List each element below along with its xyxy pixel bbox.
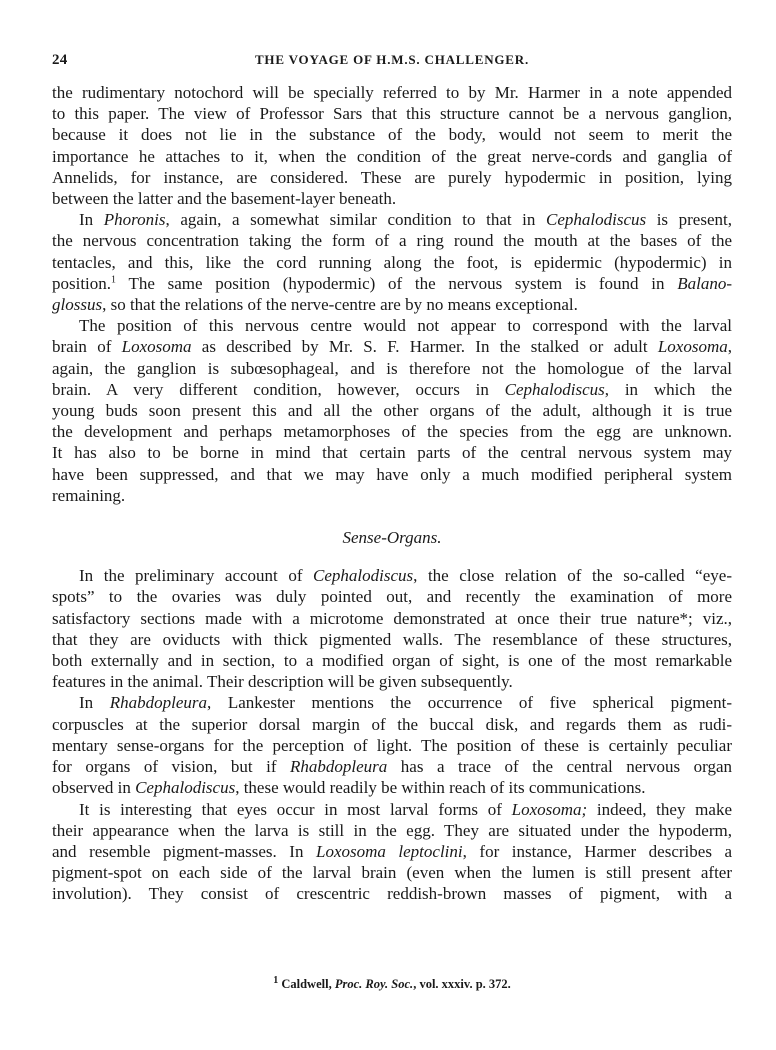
paragraph xyxy=(52,209,732,315)
text-line: observed in Cephalodiscus, these would readily be within reach of its communications. xyxy=(52,778,646,798)
text-line: between the latter and the basement-layer beneath. xyxy=(52,189,397,209)
text-line: have been suppressed, and that we may have only a much modified peripheral system xyxy=(52,464,732,484)
text-line: again, the ganglion is subœsophageal, and is therefore not the homologue of the larval xyxy=(52,358,732,378)
footnote: $^1$ Caldwell, Proc. Roy. Soc., vol. xxxiv. p. 372. xyxy=(273,974,511,991)
text-line: pigment-spot on each side of the larval brain (even when the lumen is still present after xyxy=(52,863,732,883)
text-line: remaining. xyxy=(52,485,126,505)
paragraph xyxy=(52,565,732,692)
paragraphs-before-heading xyxy=(52,82,732,506)
text-line: brain. A very different condition, however, occurs in Cephalodiscus, in which the xyxy=(52,379,732,399)
text-line: In the preliminary account of Cephalodiscus, the close relation of the so-called “eye- xyxy=(79,566,732,586)
text-line: It has also to be borne in mind that certain parts of the central nervous system may xyxy=(52,443,732,463)
text-line: brain of Loxosoma as described by Mr. S. F. Harmer. In the stalked or adult Loxosoma, xyxy=(52,337,732,357)
text-line: the rudimentary notochord will be specially referred to by Mr. Harmer in a note appended xyxy=(52,83,732,102)
page-number: 24 xyxy=(52,52,68,68)
text-line: that they are oviducts with thick pigmented walls. The resemblance of these structures, xyxy=(52,629,732,649)
paragraph xyxy=(52,692,732,798)
text-line: both externally and in section, to a modified organ of sight, is one of the most remarkable xyxy=(52,651,732,671)
paragraph xyxy=(52,315,732,506)
section-heading: Sense-Organs. xyxy=(342,528,442,548)
text-line: because it does not lie in the substance of the body, would not seem to merit the xyxy=(52,125,732,145)
text-line: In Phoronis, again, a somewhat similar condition to that in Cephalodiscus is present, xyxy=(79,210,732,230)
text-line: and resemble pigment-masses. In Loxosoma leptoclini, for instance, Harmer describes a xyxy=(52,841,733,861)
text-line: their appearance when the larva is still in the egg. They are situated under the hypoderm, xyxy=(52,820,732,840)
running-header xyxy=(52,52,732,74)
running-title: THE VOYAGE OF H.M.S. CHALLENGER. xyxy=(254,52,530,67)
text-line: young buds soon present this and all the other organs of the adult, although it is true xyxy=(52,401,732,421)
text-line: the development and perhaps metamorphoses of the species from the egg are unknown. xyxy=(52,422,732,442)
text-line: mentary sense-organs for the perception of light. The position of these is certainly peculiar xyxy=(52,735,732,755)
text-line: the nervous concentration taking the form of a ring round the mouth at the bases of the xyxy=(52,231,732,251)
paragraph xyxy=(52,82,732,209)
text-line: In Rhabdopleura, Lankester mentions the occurrence of five spherical pigment- xyxy=(79,693,732,713)
text-line: to this paper. The view of Professor Sars that this structure cannot be a nervous ganglion, xyxy=(52,104,732,124)
text-line: corpuscles at the superior dorsal margin of the buccal disk, and regards them as rudi- xyxy=(52,714,732,734)
text-line: involution). They consist of crescentric reddish-brown masses of pigment, with a xyxy=(52,884,732,904)
text-line: for organs of vision, but if Rhabdopleura has a trace of the central nervous organ xyxy=(52,757,733,777)
text-line: satisfactory sections made with a microtome demonstrated at once their true nature*; viz., xyxy=(52,608,732,628)
text-line: The position of this nervous centre would not appear to correspond with the larval xyxy=(79,316,732,336)
paragraphs-after-heading xyxy=(52,565,732,904)
text-line: features in the animal. Their description will be given subsequently. xyxy=(52,672,513,692)
text-line: It is interesting that eyes occur in most larval forms of Loxosoma; indeed, they make xyxy=(79,799,732,819)
text-line: Annelids, for instance, are considered. These are purely hypodermic in position, lying xyxy=(52,167,732,187)
body-text xyxy=(52,82,732,905)
text-line: position.$^1$ The same position (hypodermic) of the nervous system is found in Balano- xyxy=(52,273,732,293)
text-line: tentacles, and this, like the cord running along the foot, is epidermic (hypodermic) in xyxy=(52,252,732,272)
text-line: importance he attaches to it, when the condition of the great nerve-cords and ganglia of xyxy=(52,146,732,166)
text-line: spots” to the ovaries was duly pointed out, and recently the examination of more xyxy=(52,587,732,607)
text-line: glossus, so that the relations of the nerve-centre are by no means exceptional. xyxy=(52,295,578,315)
paragraph xyxy=(52,799,732,905)
